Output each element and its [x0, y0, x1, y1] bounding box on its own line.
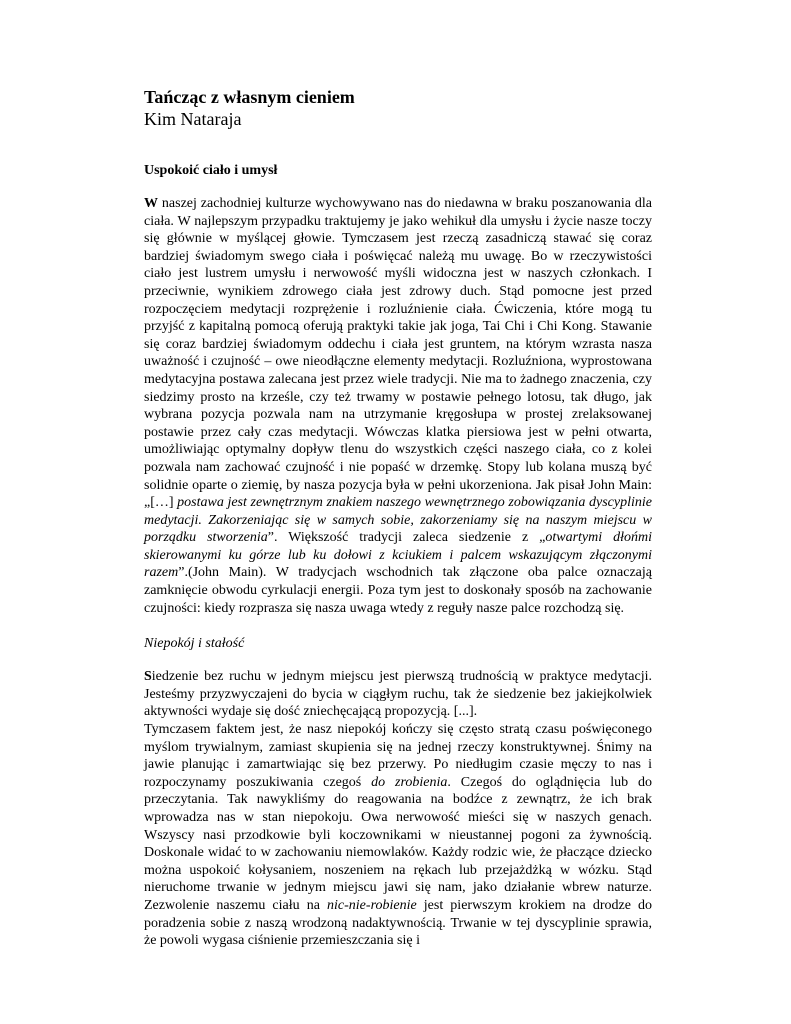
document-author: Kim Nataraja [144, 109, 242, 129]
paragraph-restlessness [144, 721, 652, 950]
dropcap-s: S [144, 669, 152, 685]
quote-italic: postawa jest zewnętrznym znakiem naszego wewnętrznego zobowiązania dyscyplinie medytacji. Zakorzeniając się w samych sobie, zakorzeniamy się na naszym miejscu w porządku stworzenia [144, 495, 652, 546]
paragraph-text: ”.(John Main). W tradycjach wschodnich tak złączone oba palce oznaczają zamknięcie obwodu cyrkulacji energii. Poza tym jest to doskonały sposób na zachowanie czujności: kiedy rozprasza się nasza uwaga wtedy z reguły nasze palce rozchodzą się. [144, 565, 652, 616]
paragraph-text: naszej zachodniej kulturze wychowywano nas do niedawna w braku poszanowania dla ciała. W najlepszym przypadku traktujemy je jako wehikuł dla umysłu i życie nasze toczy się głównie w myślącej głowie. Tymczasem jest rzeczą zasadniczą stawać się coraz bardziej świadomym swego ciała i poświęcać należą mu uwagę. Bo w rzeczywistości ciało jest lustrem umysłu i nerwowość myśli widoczna jest w naszych członkach. I przeciwnie, wynikiem zdrowego ciała jest zdrowy duch. Stąd pomocne jest przed rozpoczęciem medytacji rozprężenie i rozluźnienie ciała. Ćwiczenia, które mogą tu przyjść z kapitalną pomocą oferują praktyki takie jak joga, Tai Chi i Chi Kong. Stawanie się coraz bardziej świadomym oddechu i ciała jest gruntem, na którym wzrasta nasza uważność i czujność – owe nieodłączne elementy medytacji. Rozluźniona, wyprostowana medytacyjna postawa zalecana jest przez wiele tradycji. Nie ma to żadnego znaczenia, czy siedzimy prosto na krześle, czy też trwamy w postawie pełnego lotosu, tak długo, jak wybrana pozycja pozwala nam na utrzymanie kręgosłupa w prostej zrelaksowanej postawie przez cały czas medytacji. Wówczas klatka piersiowa jest w pełni otwarta, umożliwiając optymalny dopływ tlenu do wszystkich części naszego ciała, co z kolei pozwala nam zachować czujność i nie popaść w drzemkę. Stopy lub kolana muszą być solidnie oparte o ziemię, by nasza pozycja była w pełni ukorzeniona. Jak pisał John Main: „[…] [144, 196, 652, 511]
document-page [144, 86, 652, 950]
paragraph-sitting-still [144, 668, 652, 721]
quote-italic: otwartymi dłońmi skierowanymi ku górze lub ku dołowi z kciukiem i palcem wskazującym złączonymi razem [144, 530, 652, 581]
paragraph-text: iedzenie bez ruchu w jednym miejscu jest pierwszą trudnością w praktyce medytacji. Jesteśmy przyzwyczajeni do bycia w ciągłym ruchu, tak że siedzenie bez jakiejkolwiek aktywności wydaje się dość zniechęcającą propozycją. [...]. [144, 669, 652, 720]
paragraph-text: ”. Większość tradycji zaleca siedzenie z „ [267, 530, 546, 546]
section-heading-calm-body-mind: Uspokoić ciało i umysł [144, 163, 278, 178]
dropcap-w: W [144, 196, 158, 211]
section-heading-restlessness: Niepokój i stałość [144, 636, 245, 652]
paragraph-text: . Czegoś do oglądnięcia lub do przeczytania. Tak nawykliśmy do reagowania na bodźce z zewnątrz, że ich brak wprowadza nas w stan niepokoju. Owa nerwowość mieści się w naszych genach. Wszyscy nasi przodkowie byli koczownikami w nieustannej pogoni za żywnością. Doskonale widać to w zachowaniu niemowlaków. Każdy rodzic wie, że płaczące dziecko można uspokoić kołysaniem, noszeniem na rękach lub przejażdżką w wózku. Stąd nieruchome trwanie w jednym miejscu jawi się nam, jako działanie wbrew naturze. Zezwolenie naszemu ciału na [144, 774, 652, 913]
emphasis-italic: do zrobienia [371, 774, 448, 790]
emphasis-italic: nic-nie-robienie [327, 897, 417, 913]
paragraph-text: jest pierwszym krokiem na drodze do poradzenia sobie z naszą wrodzoną nadaktywnością. Trwanie w tej dyscyplinie sprawia, że powoli wygasa ciśnienie przemieszczania się i [144, 897, 653, 949]
document-title: Tańcząc z własnym cieniem [144, 87, 355, 107]
paragraph-text: Tymczasem faktem jest, że nasz niepokój kończy się często stratą czasu poświęconego myślom trywialnym, zamiast skupienia się na jednej rzeczy konstruktywnej. Śnimy na jawie planując i zamartwiając się bez przerwy. Po niedługim czasie męczy to nas i rozpoczynamy poszukiwania czegoś [144, 722, 652, 790]
paragraph-body-mind [144, 195, 652, 617]
